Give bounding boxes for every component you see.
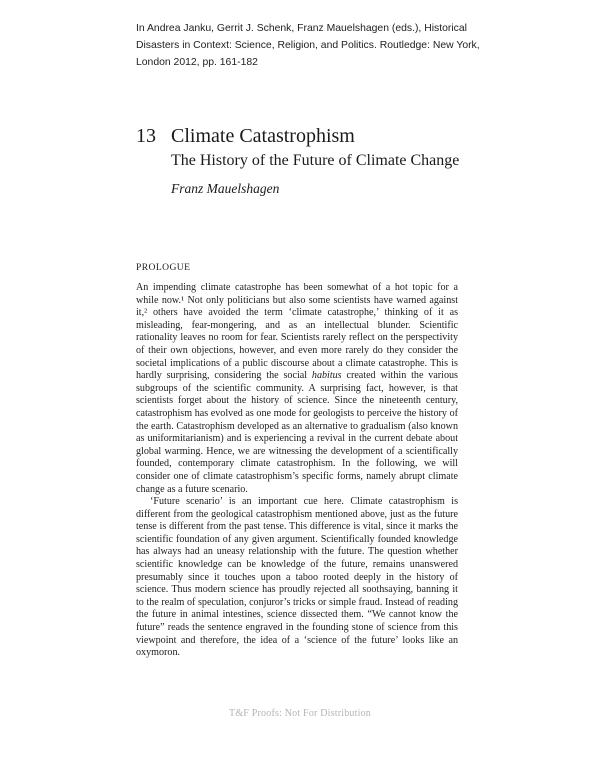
section-heading-prologue: PROLOGUE <box>136 262 191 273</box>
paragraph-2: ‘Future scenario’ is an important cue here. Climate catastrophism is different from the geological catastrophism mentioned above, just as the future tense is different from the past tense. This difference is vital, since it marks the scientific foundation of any given argument. Scientifically founded knowledge has always had an uneasy relationship with the future. The question whether scientific knowledge can be knowledge of the future, remains unanswered presumably since it touches upon a taboo rooted deeply in the history of science. Thus modern science has proudly rejected all soothsaying, banning it to the realm of speculation, conjuror’s tricks or simple fraud. Instead of reading the future in animal intestines, science dissected them. “We cannot know the future” reads the sentence engraved in the founding stone of science from this viewpoint and therefore, the idea of a ‘science of the future’ looks like an oxymoron. <box>136 496 458 659</box>
chapter-heading <box>136 124 536 198</box>
italic-term: habitus <box>311 370 342 382</box>
chapter-author: Franz Mauelshagen <box>171 181 280 196</box>
proof-footer: T&F Proofs: Not For Distribution <box>229 708 371 719</box>
chapter-number: 13 <box>136 125 156 147</box>
chapter-title-line <box>136 124 536 148</box>
body-text <box>136 282 458 660</box>
paragraph-1: An impending climate catastrophe has been somewhat of a hot topic for a while now.¹ Not only politicians but also some scientists have warned against it,² others have avoided the term ‘climate catastrophe,’ thinking of it as misleading, fear-mongering, and as an intellectual blunder. Scientific rationality leaves no room for fear. Scientists rarely reflect on the perspectivity of their own objections, however, and even more rarely do they consider the societal implications of a public discourse about a climate catastrophe. This is hardly surprising, considering the social habitus created within the various subgroups of the scientific community. A surprising fact, however, is that scientists forget about the history of science. Since the nineteenth century, catastrophism has evolved as one mode for geologists to perceive the history of the earth. Catastrophism developed as an alternative to gradualism (also known as uniformitarianism) and is experiencing a revival in the current debate about global warming. Hence, we are witnessing the development of a scientifically founded, contemporary climate catastrophism. In the following, we will consider one of climate catastrophism’s specific forms, namely abrupt climate change as a future scenario. <box>136 282 458 495</box>
chapter-subtitle: The History of the Future of Climate Change <box>171 152 460 169</box>
chapter-title: Climate Catastrophism <box>171 125 355 147</box>
citation-note: In Andrea Janku, Gerrit J. Schenk, Franz Mauelshagen (eds.), Historical Disasters in Context: Science, Religion, and Politics. Routledge: New York, London 2012, pp. 161-182 <box>136 23 480 68</box>
